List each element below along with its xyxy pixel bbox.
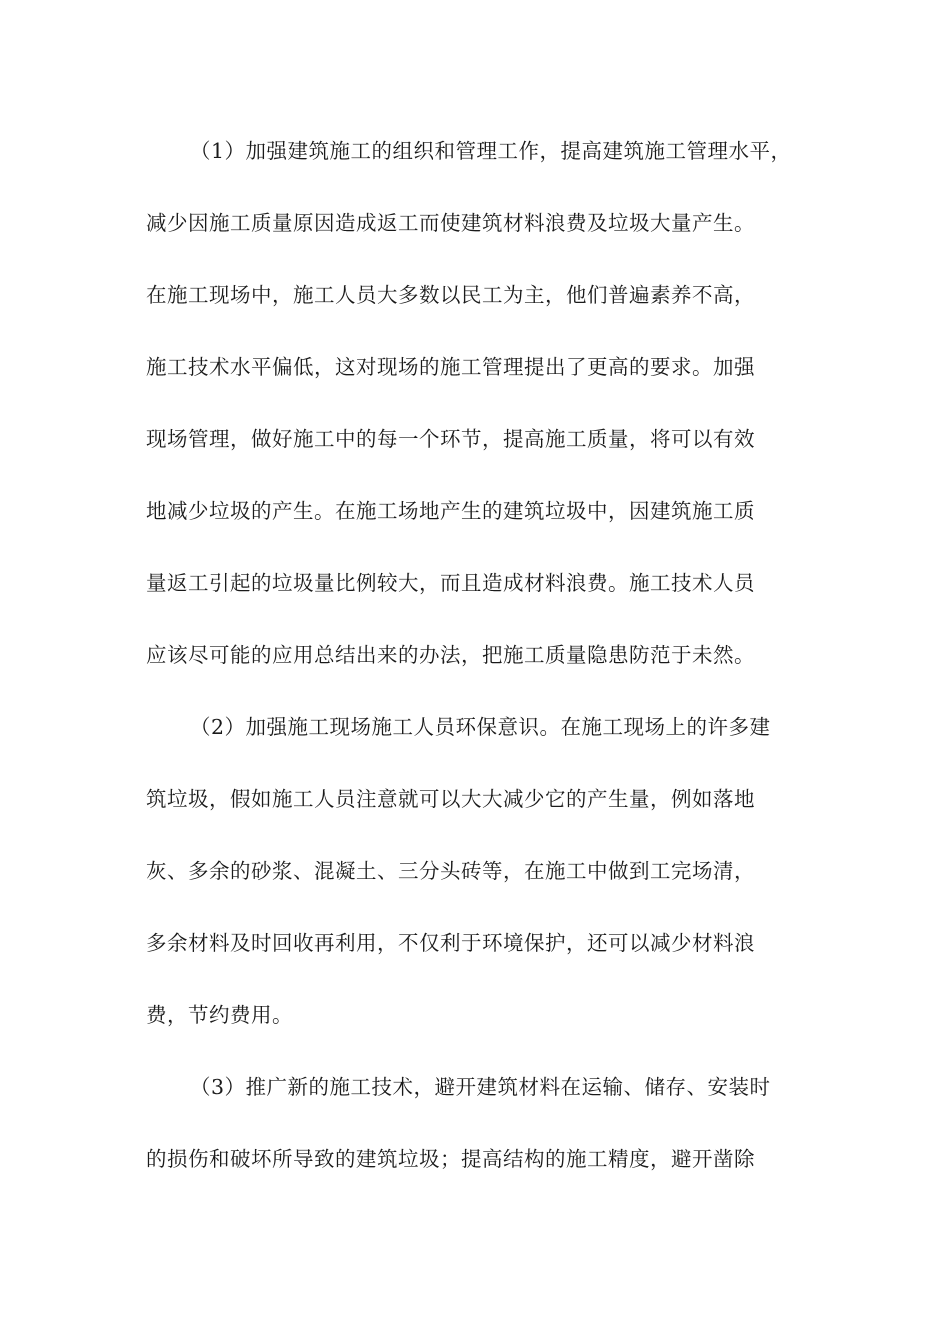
- paragraph-1-line-2: 减少因施工质量原因造成返工而使建筑材料浪费及垃圾大量产生。: [146, 211, 755, 235]
- paragraph-1-line-4: 施工技术水平偏低，这对现场的施工管理提出了更高的要求。加强: [146, 355, 755, 379]
- paragraph-1-line-1: （1）加强建筑施工的组织和管理工作，提高建筑施工管理水平，: [190, 139, 792, 163]
- paragraph-3-line-2: 的损伤和破坏所导致的建筑垃圾；提高结构的施工精度，避开凿除: [146, 1147, 755, 1171]
- paragraph-2-line-4: 多余材料及时回收再利用，不仅利于环境保护，还可以减少材料浪: [146, 931, 755, 955]
- paragraph-2-line-2: 筑垃圾，假如施工人员注意就可以大大减少它的产生量，例如落地: [146, 787, 755, 811]
- paragraph-2-line-1: （2）加强施工现场施工人员环保意识。在施工现场上的许多建: [190, 715, 771, 739]
- paragraph-1-line-5: 现场管理，做好施工中的每一个环节，提高施工质量，将可以有效: [146, 427, 755, 451]
- paragraph-1-line-3: 在施工现场中，施工人员大多数以民工为主，他们普遍素养不高，: [146, 283, 755, 307]
- paragraph-1-line-6: 地减少垃圾的产生。在施工场地产生的建筑垃圾中，因建筑施工质: [146, 499, 755, 523]
- paragraph-2-line-5: 费，节约费用。: [146, 1003, 293, 1027]
- paragraph-3-line-1: （3）推广新的施工技术，避开建筑材料在运输、储存、安装时: [190, 1075, 771, 1099]
- paragraph-1-line-8: 应该尽可能的应用总结出来的办法，把施工质量隐患防范于未然。: [146, 643, 755, 667]
- paragraph-1-line-7: 量返工引起的垃圾量比例较大，而且造成材料浪费。施工技术人员: [146, 571, 755, 595]
- paragraph-2-line-3: 灰、多余的砂浆、混凝土、三分头砖等，在施工中做到工完场清，: [146, 859, 755, 883]
